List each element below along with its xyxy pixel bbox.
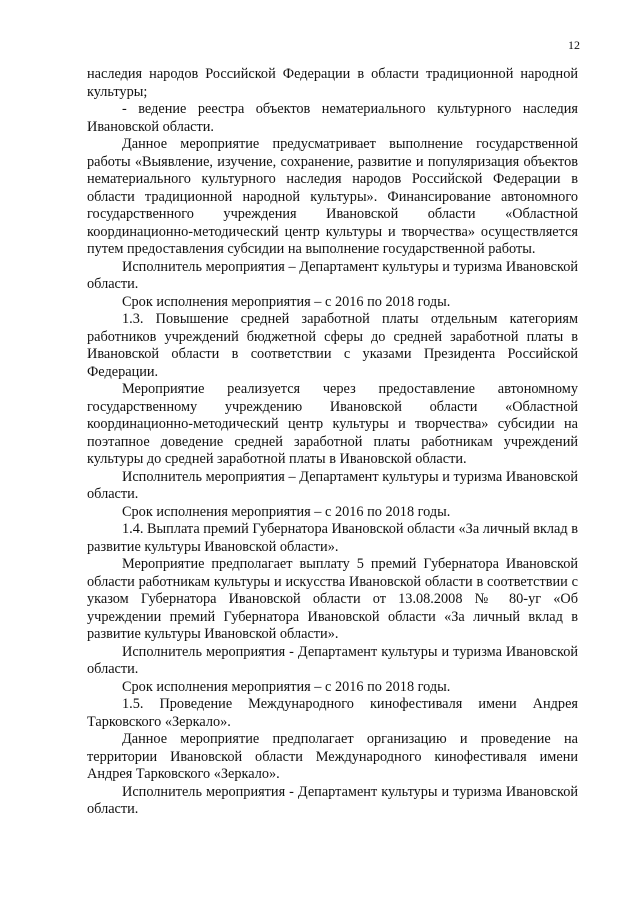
paragraph-executor: Исполнитель мероприятия – Департамент культуры и туризма Ивановской области. — [87, 468, 578, 502]
paragraph-item-1-5: 1.5. Проведение Международного кинофестиваля имени Андрея Тарковского «Зеркало». — [87, 696, 578, 730]
paragraph-item-1-4: 1.4. Выплата премий Губернатора Ивановской области «За личный вклад в развитие культуры Ивановской области». — [87, 521, 578, 555]
paragraph-registry: - ведение реестра объектов нематериального культурного наследия Ивановской области. — [87, 101, 578, 135]
paragraph-heritage-continuation: наследия народов Российской Федерации в области традиционной народной культуры; — [87, 66, 578, 100]
paragraph-executor: Исполнитель мероприятия – Департамент культуры и туризма Ивановской области. — [87, 258, 578, 292]
paragraph-festival-measure: Данное мероприятие предполагает организацию и проведение на территории Ивановской области Международного кинофестиваля имени Андрея Тарковского «Зеркало». — [87, 731, 578, 782]
paragraph-deadline: Срок исполнения мероприятия – с 2016 по 2018 годы. — [122, 293, 451, 310]
paragraph-executor: Исполнитель мероприятия - Департамент культуры и туризма Ивановской области. — [87, 783, 578, 817]
paragraph-item-1-3: 1.3. Повышение средней заработной платы отдельным категориям работников учреждений бюджетной сферы до средней заработной платы в Ивановской области в соответствии с указами Президента Российской Федерации. — [87, 311, 578, 380]
paragraph-state-work: Данное мероприятие предусматривает выполнение государственной работы «Выявление, изучение, сохранение, развитие и популяризация объектов нематериального культурного наследия народов Российской Федерации в области традиционной народной культуры». Финансирование автономного государственного учреждения Ивановской области «Областной координационно-методический центр культуры и творчества» осуществляется путем предоставления субсидии на выполнение государственной работы. — [87, 136, 578, 257]
paragraph-awards-measure: Мероприятие предполагает выплату 5 премий Губернатора Ивановской области работникам культуры и искусства Ивановской области в соответствии с указом Губернатора Ивановской области от 13.08.2008 № 80-уг «Об учреждении премий Губернатора Ивановской области «За личный вклад в развитие культуры Ивановской области». — [87, 556, 578, 642]
paragraph-executor: Исполнитель мероприятия - Департамент культуры и туризма Ивановской области. — [87, 643, 578, 677]
paragraph-salary-measure: Мероприятие реализуется через предоставление автономному государственному учреждению Ивановской области «Областной координационно-методический центр культуры и творчества» субсидии на поэтапное доведение средней заработной платы работникам учреждений культуры до средней заработной платы в Ивановской области. — [87, 381, 578, 467]
document-body — [87, 66, 578, 819]
page-number: 12 — [568, 38, 580, 52]
paragraph-deadline: Срок исполнения мероприятия – с 2016 по 2018 годы. — [122, 503, 451, 520]
paragraph-deadline: Срок исполнения мероприятия – с 2016 по 2018 годы. — [122, 678, 451, 695]
